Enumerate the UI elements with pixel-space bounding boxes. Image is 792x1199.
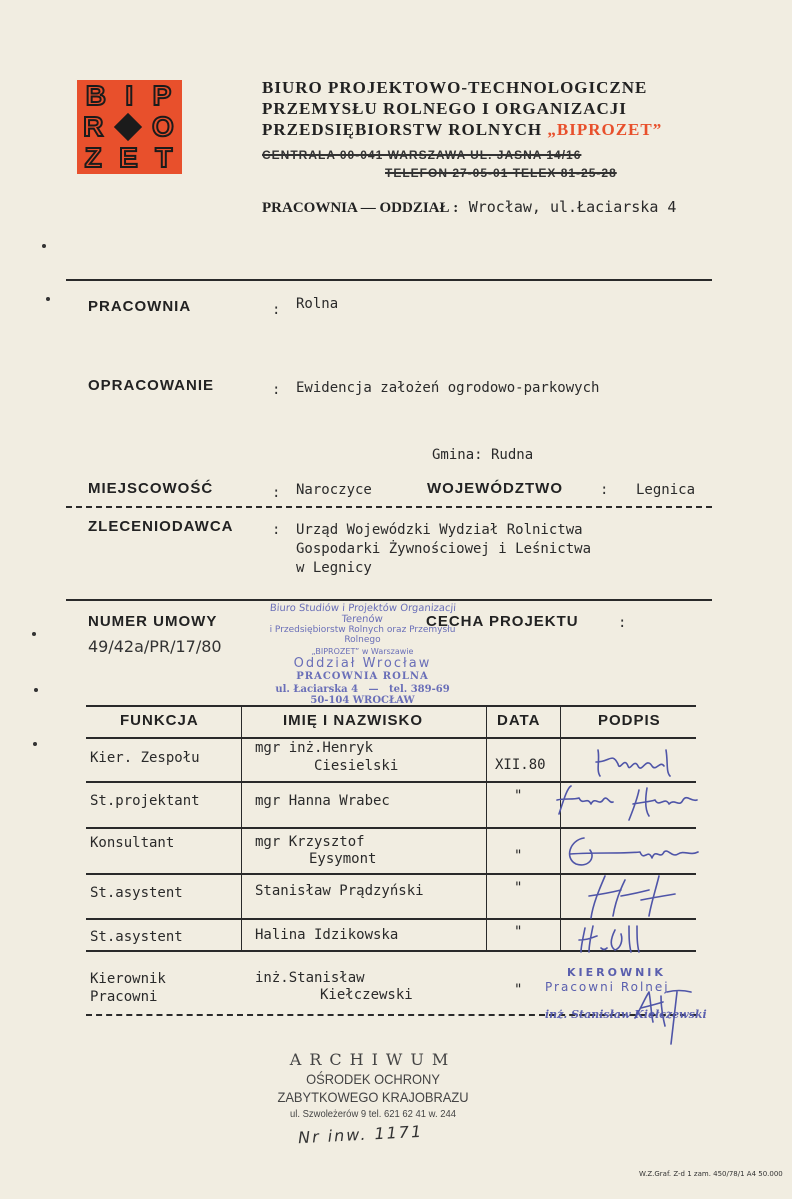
- margin-dot: [33, 742, 37, 746]
- wojewodztwo-colon: :: [600, 482, 609, 498]
- miejscowosc-label: MIEJSCOWOŚĆ: [88, 480, 214, 497]
- header-podpis: PODPIS: [598, 712, 661, 729]
- row-name-2: Ciesielski: [314, 758, 399, 774]
- header-line-3: PRZEDSIĘBIORSTW ROLNYCH „BIPROZET”: [262, 120, 663, 139]
- pracownia-colon: :: [272, 302, 281, 318]
- margin-dot: [32, 632, 36, 636]
- table-header-border: [86, 737, 696, 739]
- divider-dashed-1: [66, 506, 712, 508]
- wojewodztwo-value: Legnica: [636, 482, 696, 498]
- miejscowosc-colon: :: [272, 485, 281, 501]
- cecha-colon: :: [618, 615, 627, 631]
- signature-pradzynski: [585, 872, 685, 922]
- margin-dot: [34, 688, 38, 692]
- row-data: ": [514, 924, 523, 940]
- office-stamp: Biuro Studiów i Projektów Organizacji Terenów i Przedsiębiorstw Rolnych oraz Przemysłu Rolnego „BIPROZET” w Warszawie Oddział Wrocław PRACOWNIA ROLNA ul. Łaciarska 4 — tel. 389-69 50-104 WROCŁAW: [269, 603, 457, 706]
- zleceniodawca-colon: :: [272, 522, 281, 538]
- pracownia-label: PRACOWNIA: [88, 298, 192, 315]
- row-data: ": [514, 788, 523, 804]
- branch-value: Wrocław, ul.Łaciarska 4: [468, 198, 677, 216]
- row-data: XII.80: [495, 757, 546, 773]
- row-name-1: mgr inż.Henryk: [255, 740, 374, 756]
- row-funkcja: St.asystent: [90, 929, 183, 945]
- header-funkcja: FUNKCJA: [120, 712, 199, 729]
- header-line-2: PRZEMYSŁU ROLNEGO I ORGANIZACJI: [262, 99, 627, 118]
- wojewodztwo-label: WOJEWÓDZTWO: [427, 480, 563, 497]
- archive-stamp: ARCHIWUM OŚRODEK OCHRONY ZABYTKOWEGO KRAJOBRAZU ul. Szwoleżerów 9 tel. 621 62 41 w. 244: [277, 1050, 469, 1120]
- zleceniodawca-label: ZLECENIODAWCA: [88, 518, 234, 535]
- print-code: W.Z.Graf. Z-d 1 zam. 450/78/1 A4 50.000: [639, 1170, 783, 1178]
- struck-phone: TELEFON 27-05-01 TELEX 81-25-28: [385, 166, 617, 180]
- inventory-number: Nr inw. 1171: [297, 1121, 424, 1148]
- biprozet-logo: B I P R O Z E T: [77, 80, 182, 174]
- miejscowosc-value: Naroczyce: [296, 482, 372, 498]
- branch-line: [262, 198, 676, 217]
- row-name-1: Stanisław Prądzyński: [255, 883, 424, 899]
- kierownik-stamp: KIEROWNIK Pracowni Rolnej inż. Stanisław Kiełczewski: [545, 966, 707, 1021]
- row-funkcja: Konsultant: [90, 835, 175, 851]
- opracowanie-label: OPRACOWANIE: [88, 377, 215, 394]
- zleceniodawca-line-1: Urząd Wojewódzki Wydział Rolnictwa: [296, 522, 583, 538]
- row-name-2: Eysymont: [309, 851, 377, 867]
- zleceniodawca-line-3: w Legnicy: [296, 560, 372, 576]
- numer-umowy-label: NUMER UMOWY: [88, 613, 218, 630]
- kierownik-name-1: inż.Stanisław: [255, 970, 365, 986]
- cecha-projektu-label: CECHA PROJEKTU: [426, 613, 579, 630]
- table-top-border: [86, 705, 696, 707]
- row-funkcja: St.asystent: [90, 885, 183, 901]
- row-name-1: mgr Hanna Wrabec: [255, 793, 390, 809]
- kierownik-funkcja-2: Pracowni: [90, 989, 158, 1005]
- signature-wrabec: [553, 780, 723, 828]
- header-imie-nazwisko: IMIĘ I NAZWISKO: [283, 712, 423, 729]
- kierownik-funkcja-1: Kierownik: [90, 971, 166, 987]
- numer-umowy-value: 49/42a/PR/17/80: [88, 637, 222, 656]
- header-line-1: BIURO PROJEKTOWO-TECHNOLOGICZNE: [262, 78, 648, 97]
- kierownik-name-2: Kiełczewski: [320, 987, 413, 1003]
- gmina-value: Gmina: Rudna: [432, 447, 534, 463]
- biprozet-name: „BIPROZET”: [547, 120, 663, 139]
- row-name-1: mgr Krzysztof: [255, 834, 365, 850]
- branch-label: PRACOWNIA — ODDZIAŁ :: [262, 200, 459, 216]
- opracowanie-value: Ewidencja założeń ogrodowo-parkowych: [296, 380, 600, 396]
- row-funkcja: St.projektant: [90, 793, 200, 809]
- divider-2: [66, 599, 712, 601]
- row-data: ": [514, 880, 523, 896]
- margin-dot: [42, 244, 46, 248]
- row-name-1: Halina Idzikowska: [255, 927, 399, 943]
- signature-idzikowska: [575, 922, 655, 956]
- zleceniodawca-line-2: Gospodarki Żywnościowej i Leśnictwa: [296, 541, 592, 557]
- struck-address: CENTRALA 00-041 WARSZAWA UL. JASNA 14/16: [262, 148, 582, 162]
- divider-top: [66, 279, 712, 281]
- signature-ciesielski: [590, 742, 690, 780]
- header-data: DATA: [497, 712, 541, 729]
- row-funkcja: Kier. Zespołu: [90, 750, 200, 766]
- row-data: ": [514, 848, 523, 864]
- opracowanie-colon: :: [272, 382, 281, 398]
- signature-kielczewski: [615, 978, 705, 1048]
- kierownik-data: ": [514, 982, 523, 998]
- signature-eysymont: [560, 832, 710, 872]
- pracownia-value: Rolna: [296, 296, 339, 312]
- margin-dot: [46, 297, 50, 301]
